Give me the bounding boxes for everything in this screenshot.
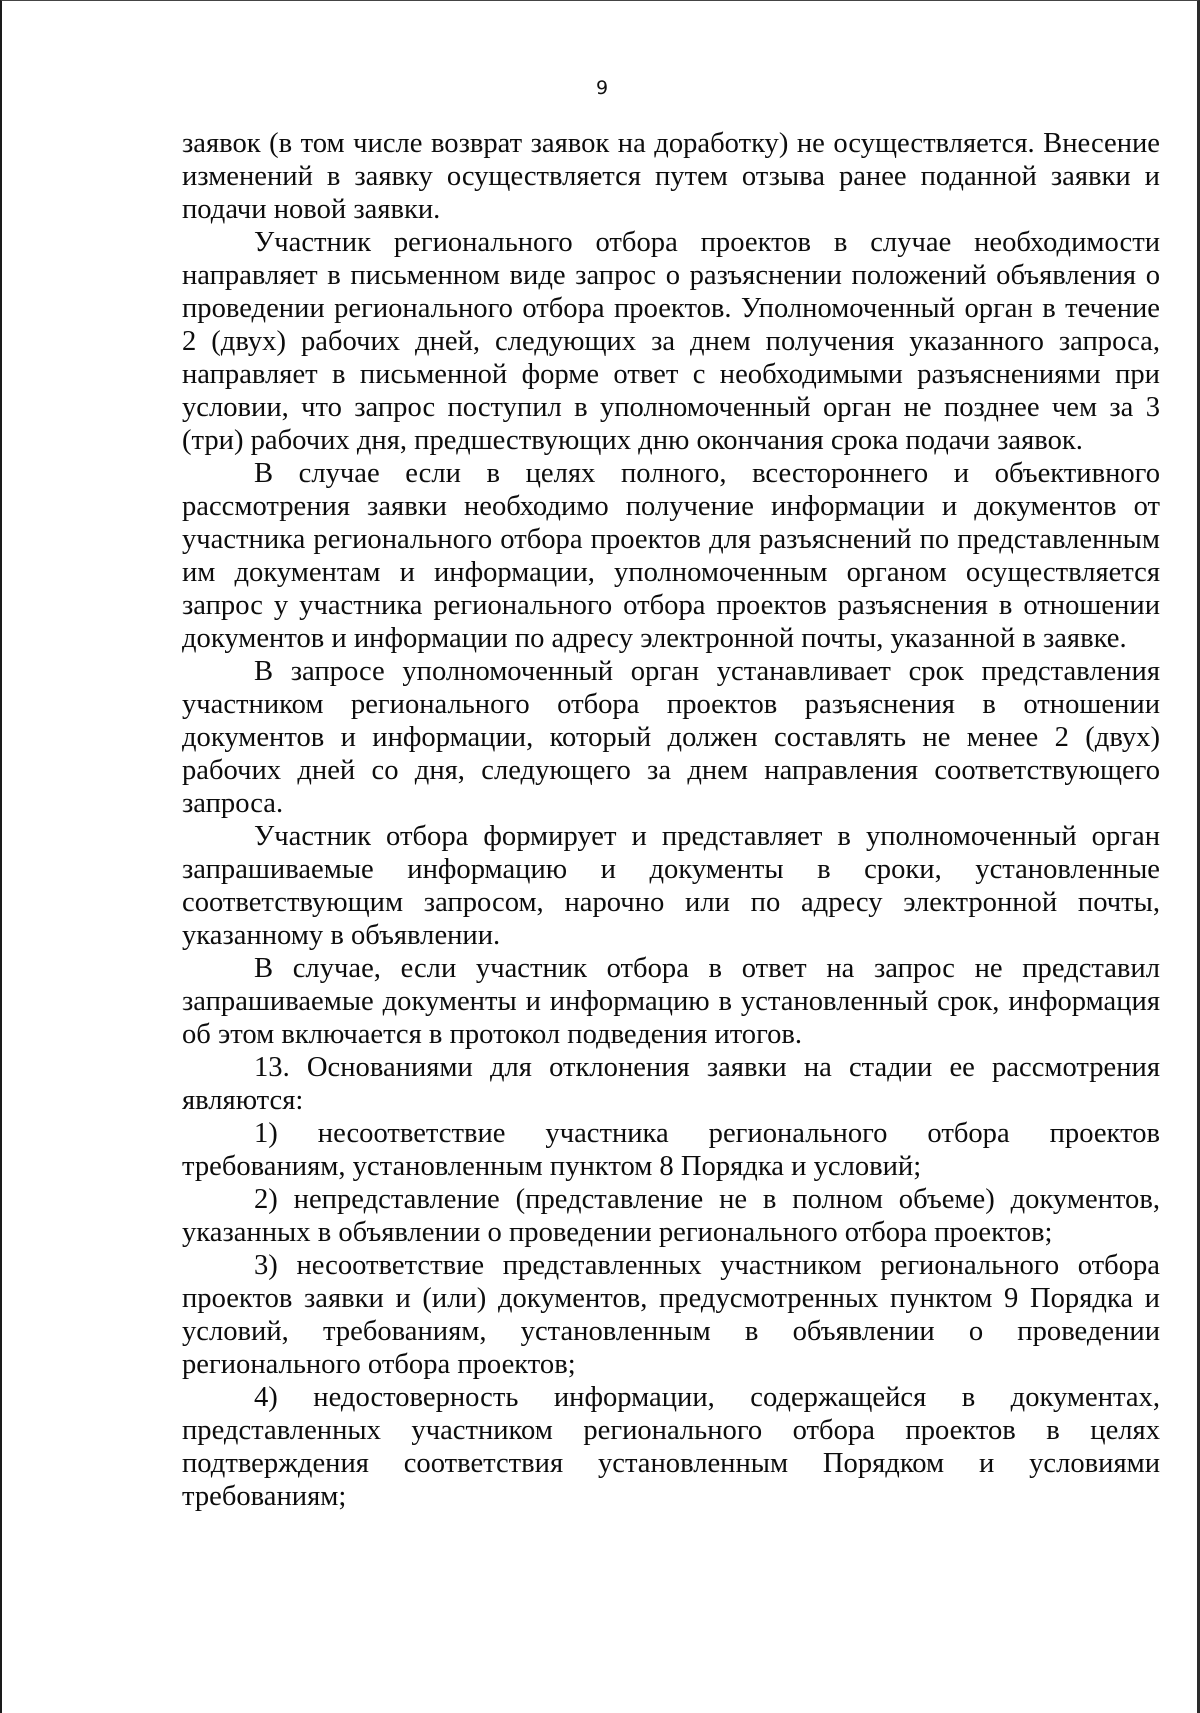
paragraph-item-13-heading: 13. Основаниями для отклонения заявки на стадии ее рассмотрения являются:: [182, 1052, 1160, 1116]
paragraph-information-request: В случае если в целях полного, всестороннего и объективного рассмотрения заявки необходимо получение информации и документов от участника регионального отбора проектов для разъяснений по представленным им документам и информации, уполномоченным органом осуществляется запрос у участника регионального отбора проектов разъяснения в отношении документов и информации по адресу электронной почты, указанной в заявке.: [182, 458, 1160, 654]
list-item-4: 4) недостоверность информации, содержащейся в документах, представленных участником регионального отбора проектов в целях подтверждения соответствия установленным Порядком и условиями требованиям;: [182, 1382, 1160, 1512]
paragraph-request-deadline: В запросе уполномоченный орган устанавливает срок представления участником регионального отбора проектов разъяснения в отношении документов и информации, который должен составлять не менее 2 (двух) рабочих дней со дня, следующего за днем направления соответствующего запроса.: [182, 656, 1160, 819]
page-number: 9: [595, 77, 609, 99]
paragraph-participant-response: Участник отбора формирует и представляет в уполномоченный орган запрашиваемые информацию и документы в сроки, установленные соответствующим запросом, нарочно или по адресу электронной почты, указанному в объявлении.: [182, 821, 1160, 951]
list-item-2: 2) непредставление (представление не в полном объеме) документов, указанных в объявлении о проведении регионального отбора проектов;: [182, 1184, 1160, 1248]
list-item-1: 1) несоответствие участника регионального отбора проектов требованиям, установленным пунктом 8 Порядка и условий;: [182, 1118, 1160, 1182]
document-body: [182, 127, 1160, 1513]
paragraph-clarification-request: Участник регионального отбора проектов в случае необходимости направляет в письменном виде запрос о разъяснении положений объявления о проведении регионального отбора проектов. Уполномоченный орган в течение 2 (двух) рабочих дней, следующих за днем получения указанного запроса, направляет в письменной форме ответ с необходимыми разъяснениями при условии, что запрос поступил в уполномоченный орган не позднее чем за 3 (три) рабочих дня, предшествующих дню окончания срока подачи заявок.: [182, 227, 1160, 456]
paragraph-no-response: В случае, если участник отбора в ответ на запрос не представил запрашиваемые документы и информацию в установленный срок, информация об этом включается в протокол подведения итогов.: [182, 953, 1160, 1050]
paragraph-continuation: заявок (в том числе возврат заявок на доработку) не осуществляется. Внесение изменений в заявку осуществляется путем отзыва ранее поданной заявки и подачи новой заявки.: [182, 128, 1160, 225]
list-item-3: 3) несоответствие представленных участником регионального отбора проектов заявки и (или) документов, предусмотренных пунктом 9 Порядка и условий, требованиям, установленным в объявлении о проведении регионального отбора проектов;: [182, 1250, 1160, 1380]
